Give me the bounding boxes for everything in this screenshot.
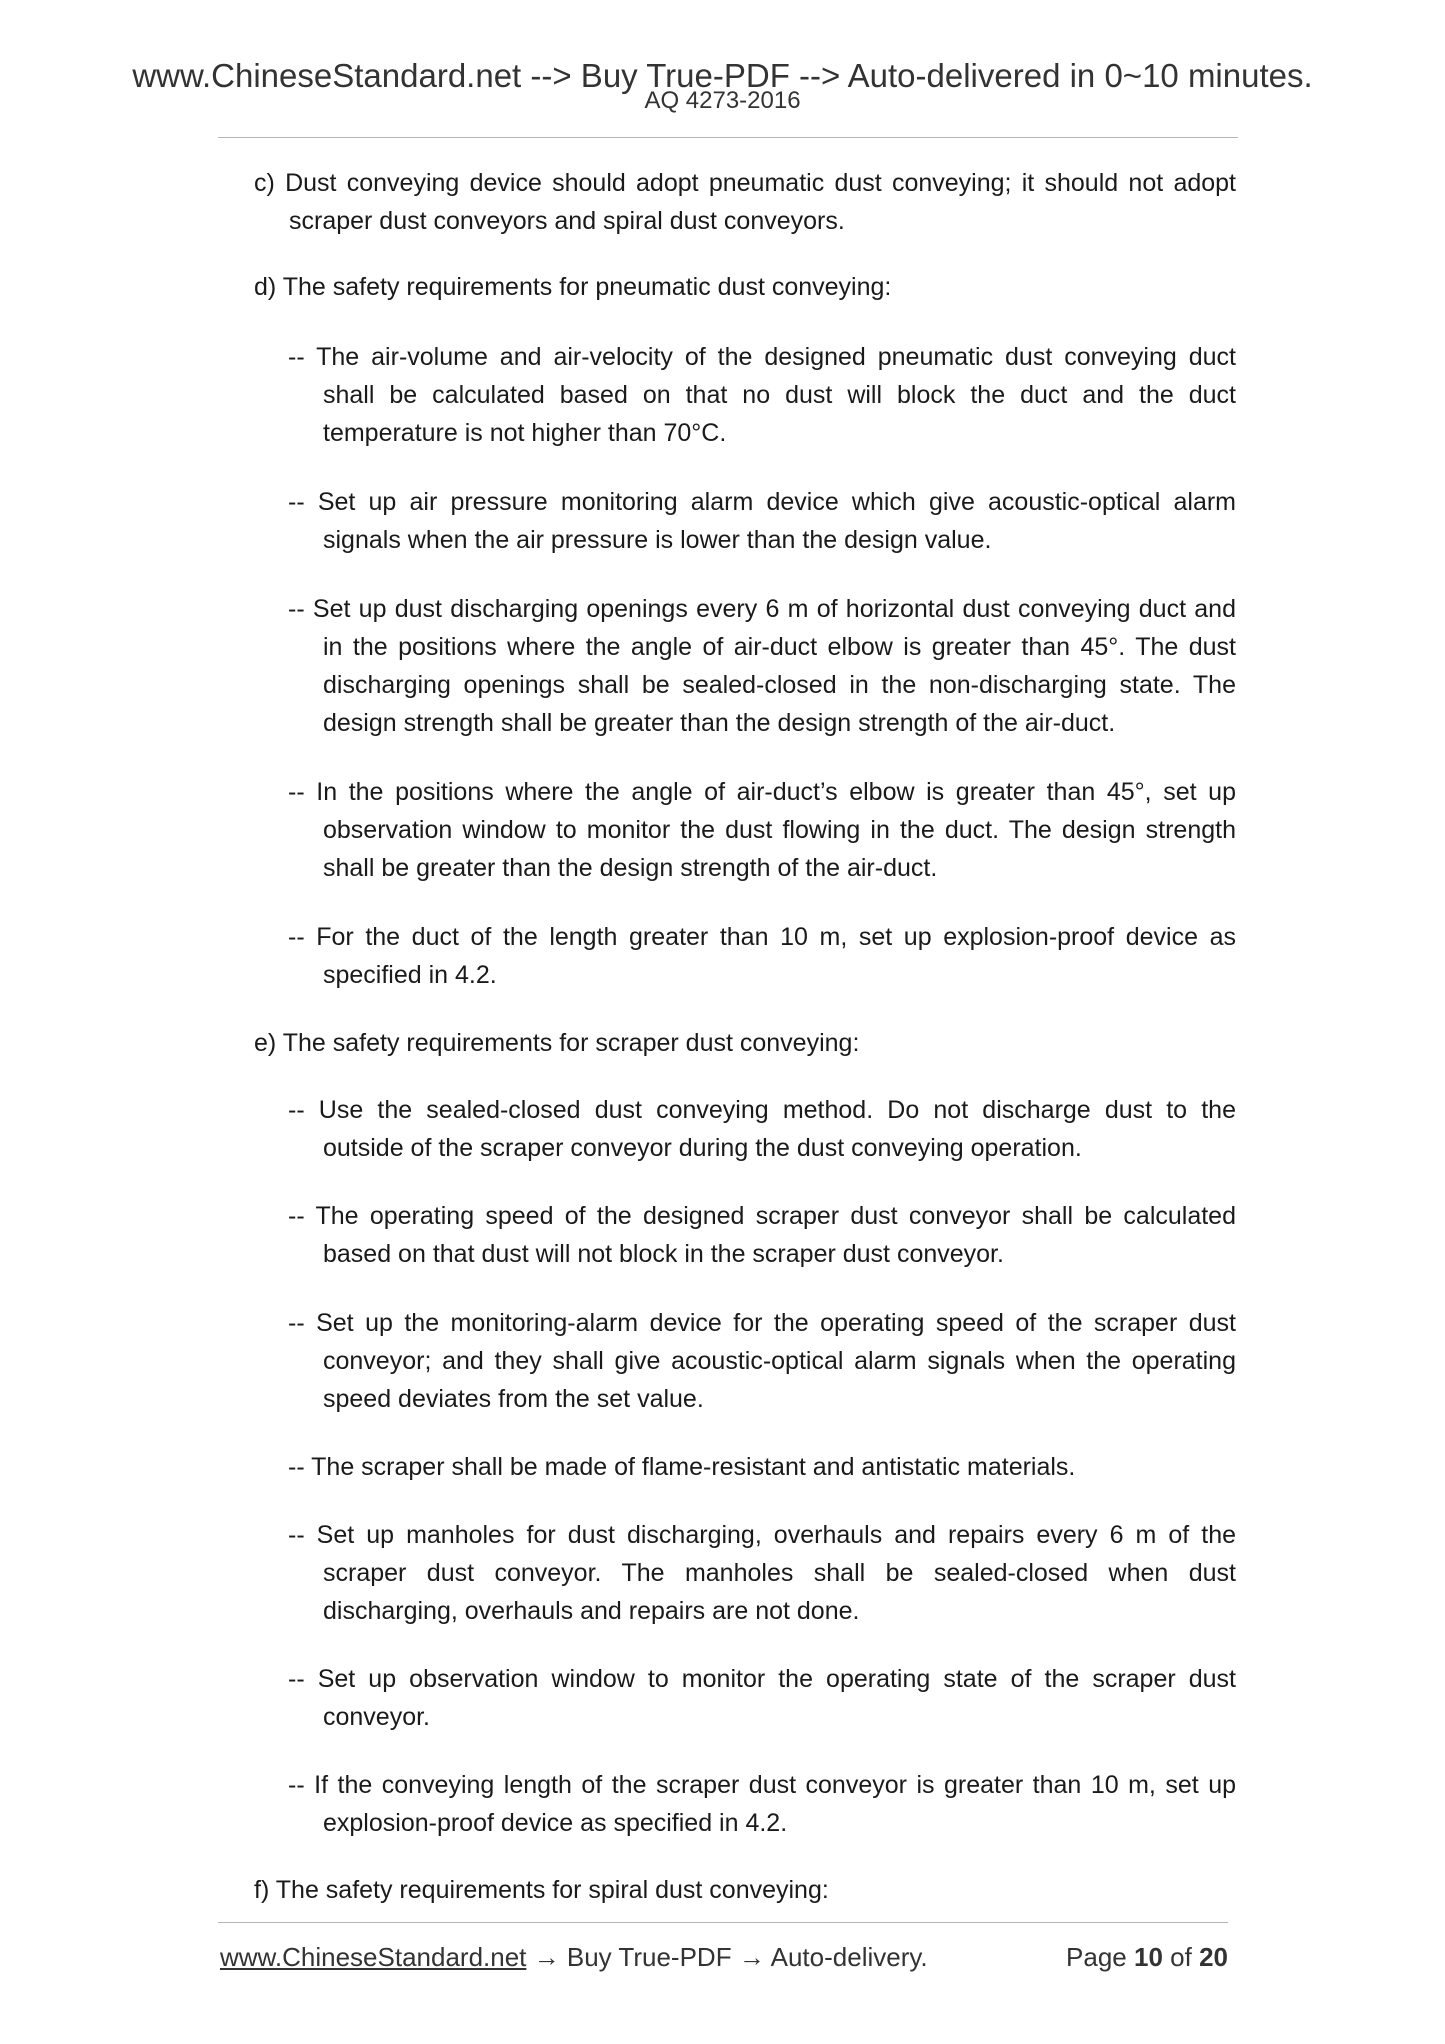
clause-e-item-5: -- Set up manholes for dust discharging, overhauls and repairs every 6 m of the scraper dust conveyor. The manholes shall be sealed-closed when dust discharging, overhauls and repairs are not done. [288, 1521, 1236, 1625]
page-number: 10 [1134, 1942, 1163, 1972]
of-word: of [1170, 1942, 1192, 1972]
clause-d-item-3: -- Set up dust discharging openings every 6 m of horizontal dust conveying duct and in the positions where the angle of air-duct elbow is greater than 45°. The dust discharging openings shall be sealed-closed in the non-discharging state. The design strength shall be greater than the design strength of the air-duct. [288, 595, 1236, 737]
clause-f: f) The safety requirements for spiral dust conveying: [254, 1876, 829, 1904]
document-id: AQ 4273-2016 [644, 87, 801, 114]
footer-site-link[interactable]: www.ChineseStandard.net [220, 1942, 527, 1972]
clause-d-item-1: -- The air-volume and air-velocity of the designed pneumatic dust conveying duct shall be calculated based on that no dust will block the duct and the duct temperature is not higher than 70°C. [288, 343, 1236, 447]
clause-d: d) The safety requirements for pneumatic dust conveying: [254, 273, 892, 301]
footer-delivery-text: Auto-delivery. [770, 1942, 928, 1972]
clause-d-item-2: -- Set up air pressure monitoring alarm device which give acoustic-optical alarm signals when the air pressure is lower than the design value. [288, 488, 1236, 554]
arrow-right-icon: → [533, 1942, 560, 1972]
arrow-right-icon: → [738, 1942, 765, 1972]
clause-e-item-4: -- The scraper shall be made of flame-resistant and antistatic materials. [288, 1453, 1076, 1481]
clause-e-item-6: -- Set up observation window to monitor the operating state of the scraper dust conveyor. [288, 1665, 1236, 1731]
footer-buy-text: Buy True-PDF [566, 1942, 732, 1972]
clause-d-item-5: -- For the duct of the length greater than 10 m, set up explosion-proof device as specified in 4.2. [288, 923, 1236, 989]
page-word: Page [1066, 1942, 1127, 1972]
header-banner[interactable]: www.ChineseStandard.net --> Buy True-PDF --> Auto-delivered in 0~10 minutes. [132, 57, 1313, 94]
page-indicator [1066, 1940, 1228, 1974]
page-footer [220, 1940, 1230, 1974]
clause-e-item-1: -- Use the sealed-closed dust conveying method. Do not discharge dust to the outside of the scraper conveyor during the dust conveying operation. [288, 1096, 1236, 1162]
header-divider [218, 137, 1238, 138]
clause-d-item-4: -- In the positions where the angle of air-duct’s elbow is greater than 45°, set up observation window to monitor the dust flowing in the duct. The design strength shall be greater than the design strength of the air-duct. [288, 778, 1236, 882]
clause-e-item-2: -- The operating speed of the designed scraper dust conveyor shall be calculated based on that dust will not block in the scraper dust conveyor. [288, 1202, 1236, 1268]
page-total: 20 [1199, 1942, 1228, 1972]
footer-divider [218, 1922, 1228, 1923]
clause-e: e) The safety requirements for scraper dust conveying: [254, 1029, 860, 1057]
clause-e-item-3: -- Set up the monitoring-alarm device for the operating speed of the scraper dust conveyor; and they shall give acoustic-optical alarm signals when the operating speed deviates from the set value. [288, 1309, 1236, 1413]
clause-e-item-7: -- If the conveying length of the scraper dust conveyor is greater than 10 m, set up explosion-proof device as specified in 4.2. [288, 1771, 1236, 1837]
clause-c: c) Dust conveying device should adopt pneumatic dust conveying; it should not adopt scraper dust conveyors and spiral dust conveyors. [254, 169, 1236, 235]
